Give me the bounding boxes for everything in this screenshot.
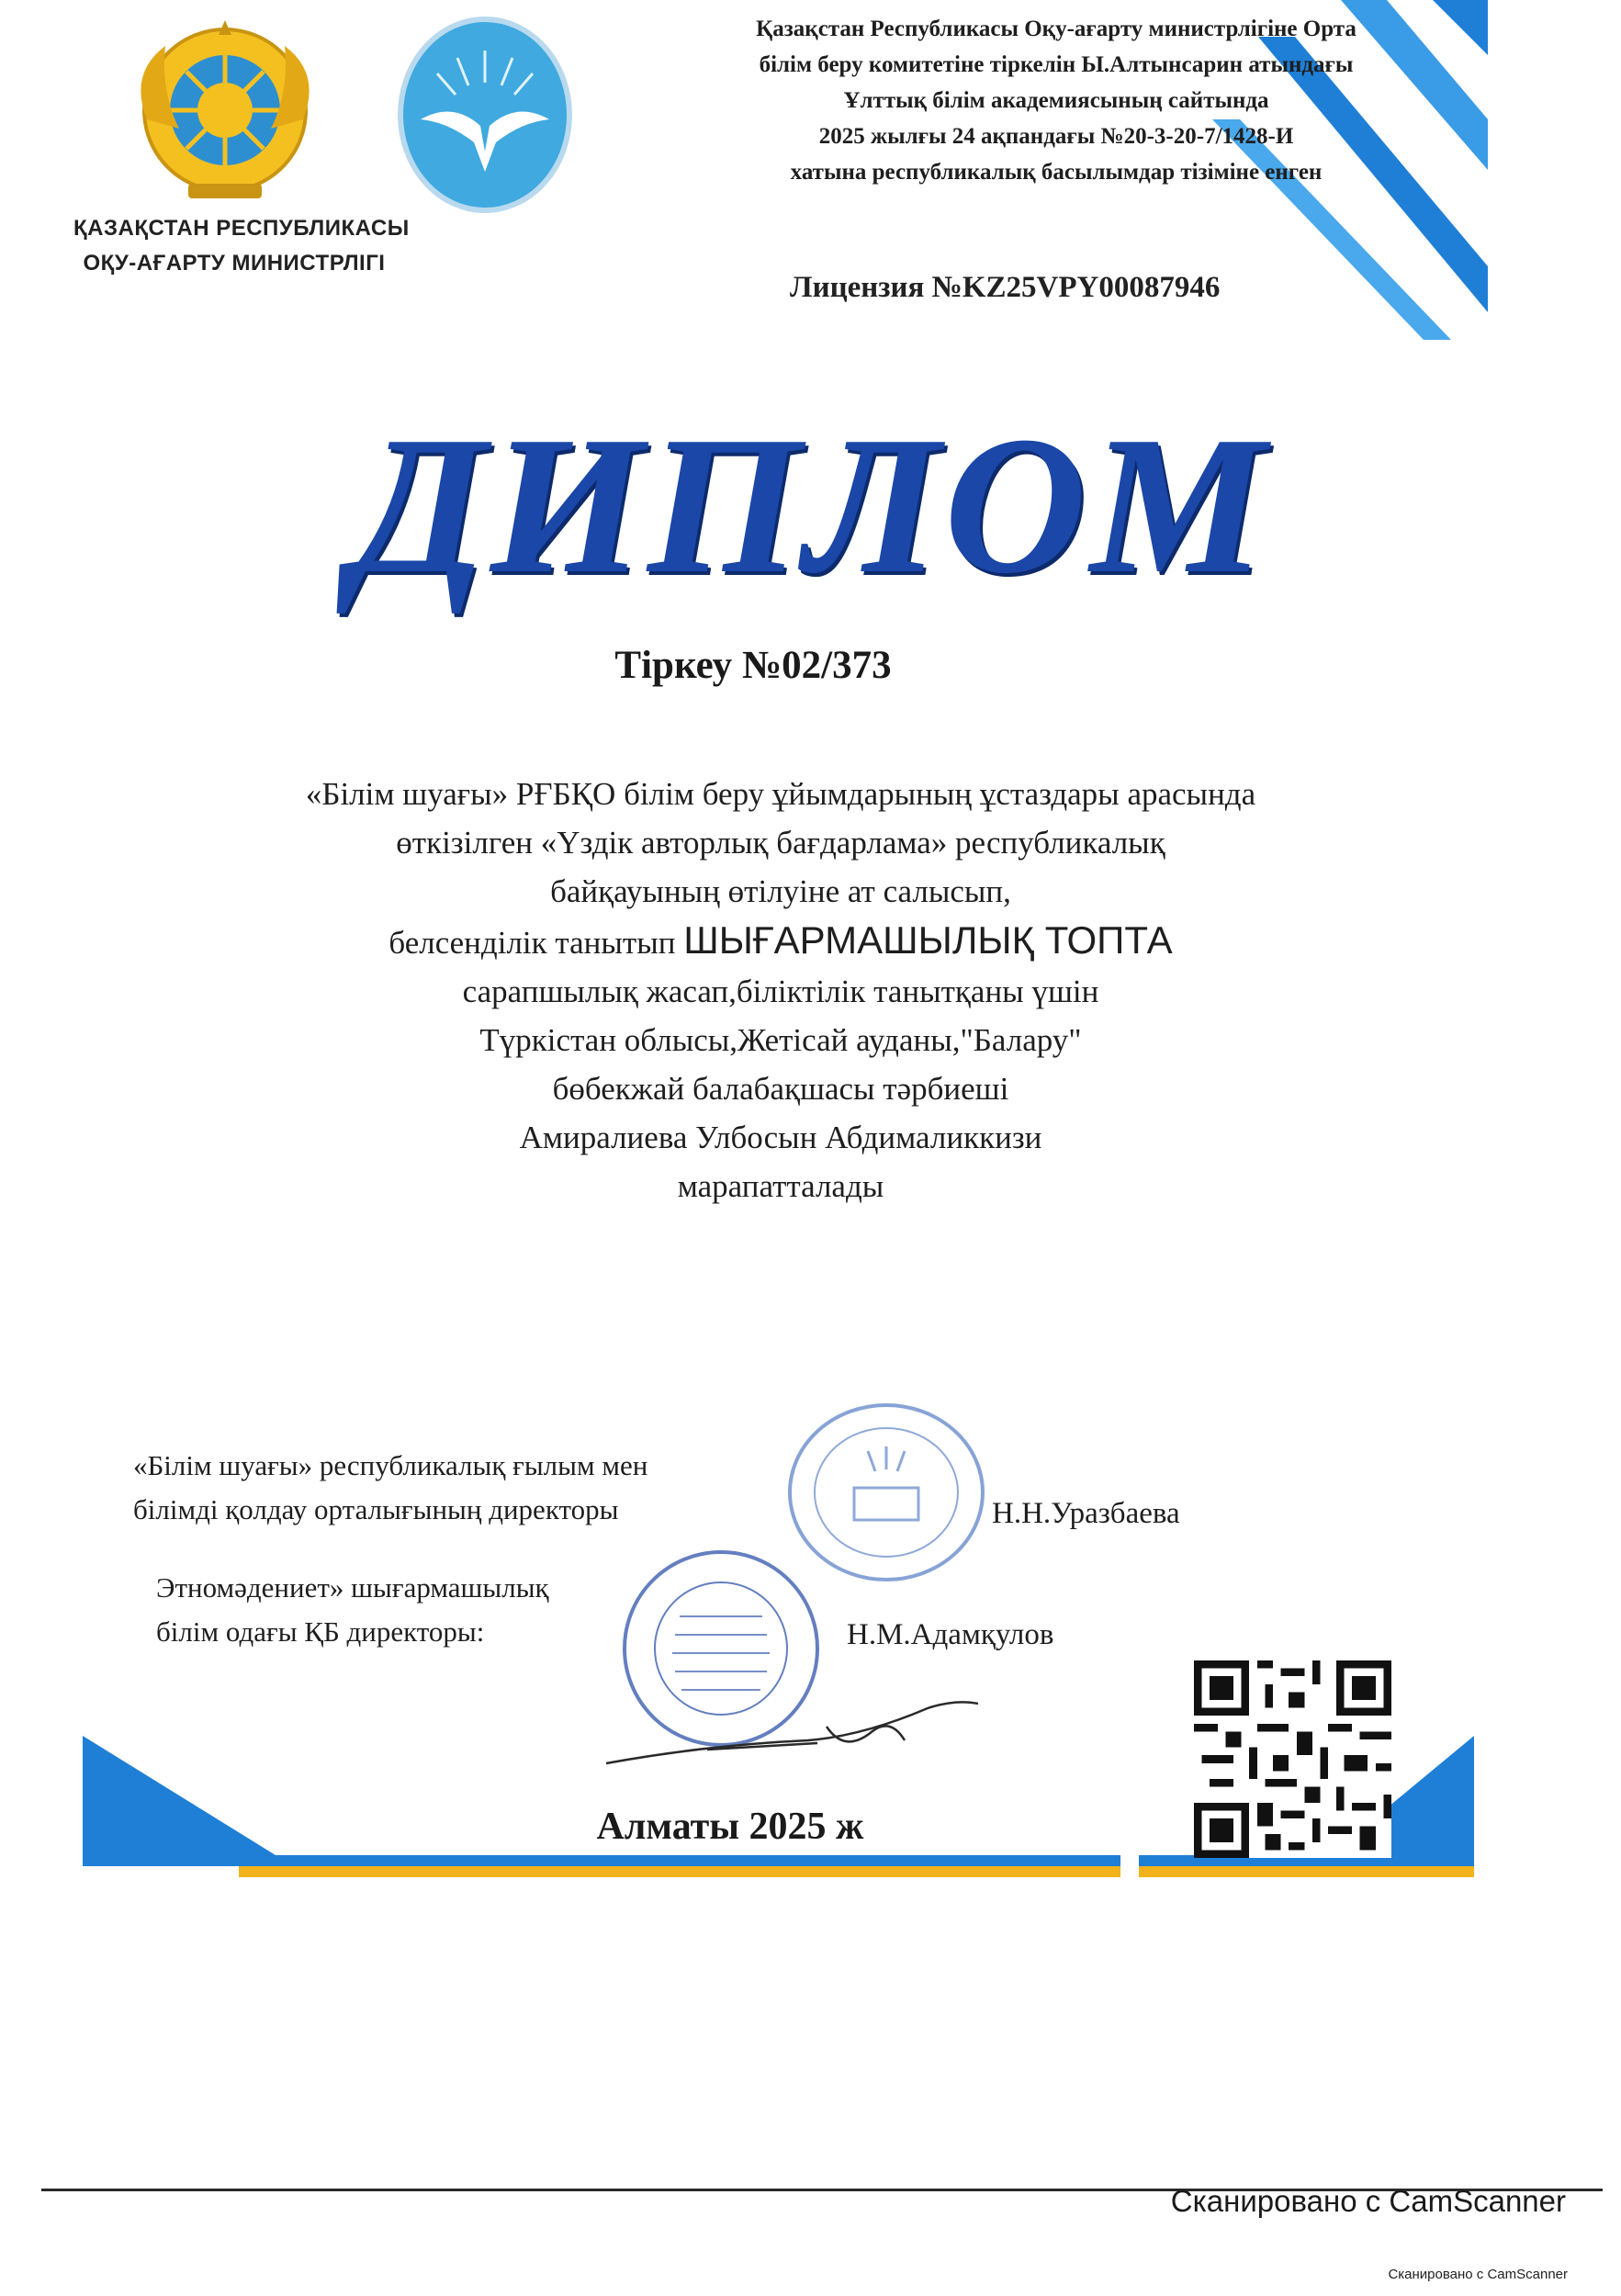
registry-line: Қазақстан Республикасы Оқу-ағарту министрлігіне Орта (756, 17, 1356, 41)
first-signer-name: Н.Н.Уразбаева (992, 1497, 1180, 1530)
city-year: Алматы 2025 ж (596, 1806, 864, 1848)
registry-line: 2025 жылғы 24 ақпандағы №20-3-20-7/1428-И (818, 124, 1294, 149)
kazakhstan-emblem-icon (110, 18, 340, 211)
signer-role-line: «Білім шуағы» республикалық ғылым мен (133, 1449, 648, 1481)
ministry-label-line: ҚАЗАҚСТАН РЕСПУБЛИКАСЫ (73, 216, 410, 241)
qr-code-icon[interactable] (1194, 1660, 1391, 1858)
second-signer-role (156, 1566, 549, 1654)
signer-role-line: білім одағы ҚБ директоры: (156, 1615, 485, 1648)
award-group-name: ШЫҒАРМАШЫЛЫҚ ТОПТА (683, 918, 1173, 962)
award-line (138, 916, 1424, 967)
award-line-prefix: белсенділік танытып (388, 925, 676, 961)
award-line: марапатталады (677, 1168, 884, 1204)
diploma-title: ДИПЛОМ (351, 395, 1270, 614)
recipient-name: Амиралиева Улбосын Абдималиккизи (519, 1120, 1042, 1155)
first-signer-role (133, 1444, 647, 1532)
award-line: байқауының өтілуіне ат салысып, (550, 873, 1011, 909)
camscanner-watermark: Сканировано с CamScanner (1170, 2184, 1566, 2218)
registry-notice (634, 11, 1479, 190)
registry-line: хатына республикалық басылымдар тізіміне енген (790, 160, 1323, 185)
ministry-label-line: ОҚУ-АҒАРТУ МИНИСТРЛІГІ (83, 251, 386, 276)
bird-logo-icon (384, 14, 586, 216)
award-line: сарапшылық жасап,біліктілік танытқаны үшін (462, 974, 1099, 1009)
camscanner-footer-text: Сканировано с CamScanner (1388, 2267, 1568, 2282)
ministry-label (73, 211, 410, 281)
award-line: бөбекжай балабақшасы тәрбиеші (552, 1071, 1009, 1107)
signer-role-line: білімді қолдау орталығының директоры (133, 1493, 619, 1525)
registry-line: Ұлттық білім академиясының сайтында (843, 88, 1269, 113)
second-signer-name: Н.М.Адамқулов (847, 1618, 1054, 1651)
registration-number: Тіркеу №02/373 (614, 644, 892, 687)
award-line: өткізілген «Үздік авторлық бағдарлама» республикалық (396, 825, 1165, 861)
award-line: Түркістан облысы,Жетісай ауданы,"Балару" (479, 1022, 1082, 1058)
award-line: «Білім шуағы» РҒБҚО білім беру ұйымдарының ұстаздары арасында (305, 776, 1256, 812)
license-number: Лицензия №KZ25VPY00087946 (790, 271, 1221, 304)
signer-role-line: Этномәдениет» шығармашылық (156, 1571, 549, 1604)
award-text (138, 770, 1424, 1210)
registry-line: білім беру комитетіне тіркелін Ы.Алтынсарин атындағы (759, 52, 1354, 77)
